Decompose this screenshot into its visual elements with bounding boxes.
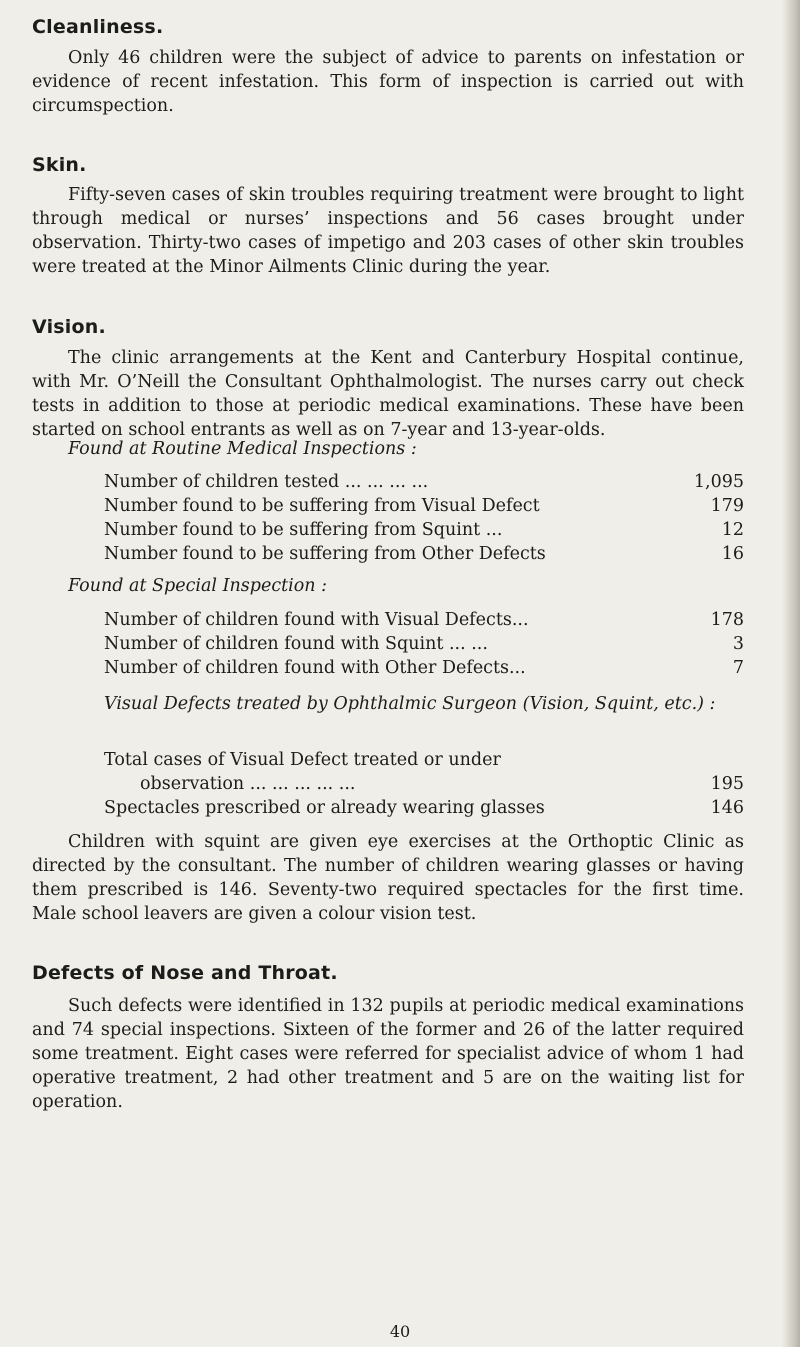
table-row bbox=[104, 796, 744, 820]
row-value: 3 bbox=[732, 634, 744, 654]
row-label: Number found to be suffering from Visual Defect bbox=[104, 496, 540, 516]
table-row bbox=[104, 748, 744, 772]
row-label: Number of children found with Other Defects... bbox=[104, 658, 526, 678]
row-label: Number found to be suffering from Squint ... bbox=[104, 520, 503, 540]
table-row bbox=[104, 608, 744, 632]
heading-nose-throat: Defects of Nose and Throat. bbox=[32, 962, 338, 984]
paragraph-vision: The clinic arrangements at the Kent and Canterbury Hospital continue, with Mr. O’Neill the Consultant Ophthalmologist. The nurses carry out check tests in addition to those at periodic medical examinations. These have been started on school entrants as well as on 7-year and 13-year-olds. bbox=[32, 348, 744, 440]
row-label: Total cases of Visual Defect treated or under bbox=[104, 750, 501, 770]
row-label: Number of children found with Squint ... ... bbox=[104, 634, 488, 654]
table-row bbox=[104, 470, 744, 494]
page-number: 40 bbox=[389, 1322, 411, 1341]
row-value: 7 bbox=[732, 658, 744, 678]
heading-cleanliness: Cleanliness. bbox=[32, 16, 164, 38]
row-label: Spectacles prescribed or already wearing glasses bbox=[104, 798, 545, 818]
table-row bbox=[104, 632, 744, 656]
table-row bbox=[104, 656, 744, 680]
table-row bbox=[104, 518, 744, 542]
paragraph-cleanliness: Only 46 children were the subject of advice to parents on infestation or evidence of recent infestation. This form of inspection is carried out with circumspection. bbox=[32, 48, 744, 116]
row-label: Number found to be suffering from Other Defects bbox=[104, 544, 546, 564]
row-label: Number of children found with Visual Defects... bbox=[104, 610, 529, 630]
paragraph-skin: Fifty-seven cases of skin troubles requiring treatment were brought to light through medical or nurses’ inspections and 56 cases brought under observation. Thirty-two cases of impetigo and 203 cases of other skin troubles were treated at the Minor Ailments Clinic during the year. bbox=[32, 185, 744, 277]
row-value: 1,095 bbox=[693, 472, 744, 492]
paragraph-orthoptic: Children with squint are given eye exercises at the Orthoptic Clinic as directed by the consultant. The number of children wearing glasses or having them prescribed is 146. Seventy-two required spectacles for the first time. Male school leavers are given a colour vision test. bbox=[32, 832, 744, 924]
page-edge-shadow bbox=[782, 0, 800, 1347]
subheading-special-inspection: Found at Special Inspection : bbox=[68, 576, 328, 596]
row-value: 16 bbox=[721, 544, 744, 564]
row-value: 178 bbox=[710, 610, 744, 630]
row-value: 146 bbox=[710, 798, 744, 818]
table-row bbox=[104, 772, 744, 796]
row-value: 195 bbox=[710, 774, 744, 794]
heading-skin: Skin. bbox=[32, 154, 87, 176]
row-label: observation ... ... ... ... ... bbox=[140, 774, 356, 794]
row-value: 12 bbox=[721, 520, 744, 540]
subheading-routine-inspections: Found at Routine Medical Inspections : bbox=[68, 439, 417, 459]
subheading-ophthalmic-surgeon: Visual Defects treated by Ophthalmic Surgeon (Vision, Squint, etc.) : bbox=[104, 694, 716, 714]
heading-vision: Vision. bbox=[32, 316, 106, 338]
table-row bbox=[104, 542, 744, 566]
row-label: Number of children tested ... ... ... ... bbox=[104, 472, 429, 492]
table-row bbox=[104, 494, 744, 518]
paragraph-nose-throat: Such defects were identified in 132 pupils at periodic medical examinations and 74 special inspections. Sixteen of the former and 26 of the latter required some treatment. Eight cases were referred for specialist advice of whom 1 had operative treatment, 2 had other treatment and 5 are on the waiting list for operation. bbox=[32, 996, 744, 1112]
row-value: 179 bbox=[710, 496, 744, 516]
